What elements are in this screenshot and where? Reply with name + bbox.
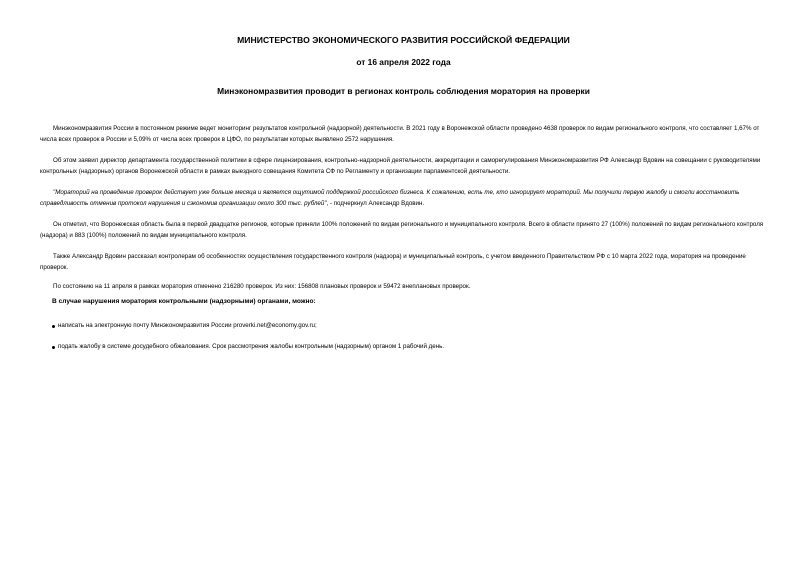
paragraph-quote <box>40 188 768 209</box>
bullet-icon <box>52 346 55 349</box>
paragraph-text: По состоянию на 11 апреля в рамках моратория отменено 216280 проверок. Из них: 156808 плановых проверок и 59472 внеплановых проверок. <box>53 283 471 290</box>
paragraph-text: Об этом заявил директор департамента государственной политики в сфере лицензирования, контрольно-надзорной деятельности, аккредитации и саморегулирования Минэкономразвития РФ Александр Вдовин на совещании с руководителями контрольных (надзорных) органов Воронежской области в рамках выездного совещания Комитета СФ по Регламенту и организации парламентской деятельности. <box>40 157 761 175</box>
paragraph-regulations <box>40 220 768 241</box>
paragraph-text <box>40 188 768 209</box>
document-date: от 16 апреля 2022 года <box>356 57 451 67</box>
quote-text: "Мораторий на проведение проверок действует уже больше месяца и является ощутимой поддержкой российского бизнеса. К сожалению, есть те, кто игнорирует мораторий. Мы получили первую жалобу и смогли восстановить справедливость отменив протокол нарушения и сэкономив организации около 300 тыс. рублей" <box>40 189 740 207</box>
paragraph-features <box>40 252 768 273</box>
paragraph-monitoring <box>40 124 768 145</box>
paragraph-text: Он отметил, что Воронежская область была в первой двадцатке регионов, которые приняли 100% положений по видам регионального и муниципального контроля. Всего в области принято 27 (100%) положений по видам регионального контроля (надзора) и 883 (100%) положений по видам муниципального контроля. <box>40 221 764 239</box>
paragraph-statement <box>40 156 768 177</box>
paragraph-statistics <box>40 282 768 293</box>
paragraph-text: Также Александр Вдовин рассказал контролерам об особенностях осуществления государственного контроля (надзора) и муниципальный контроль, с учетом введенного Правительством РФ с 10 марта 2022 года, моратория на проведение проверок. <box>40 253 746 271</box>
list-item-text: подать жалобу в системе досудебного обжалования. Срок рассмотрения жалобы контрольным (надзорным) органом 1 рабочий день. <box>58 343 445 350</box>
quote-attribution: , - подчеркнул Александр Вдовин. <box>326 199 425 207</box>
list-item <box>52 343 444 350</box>
list-item-text: написать на электронную почту Минэкономразвития России proverki.net@economy.gov.ru; <box>58 322 317 329</box>
ministry-heading: МИНИСТЕРСТВО ЭКОНОМИЧЕСКОГО РАЗВИТИЯ РОССИЙСКОЙ ФЕДЕРАЦИИ <box>237 35 570 45</box>
violations-heading: В случае нарушения моратория контрольными (надзорными) органами, можно: <box>52 298 316 305</box>
document-title: Минэкономразвития проводит в регионах контроль соблюдения моратория на проверки <box>217 86 590 96</box>
paragraph-text: Минэкономразвития России в постоянном режиме ведет мониторинг результатов контрольной (надзорной) деятельности. В 2021 году в Воронежской области проведено 4638 проверок по видам регионального контроля, что составляет 1,67% от числа всех проверок в России и 5,09% от числа всех проверок в ЦФО, по результатам которых выявлено 2572 нарушения. <box>40 125 760 143</box>
list-item <box>52 322 317 329</box>
bullet-icon <box>52 325 55 328</box>
